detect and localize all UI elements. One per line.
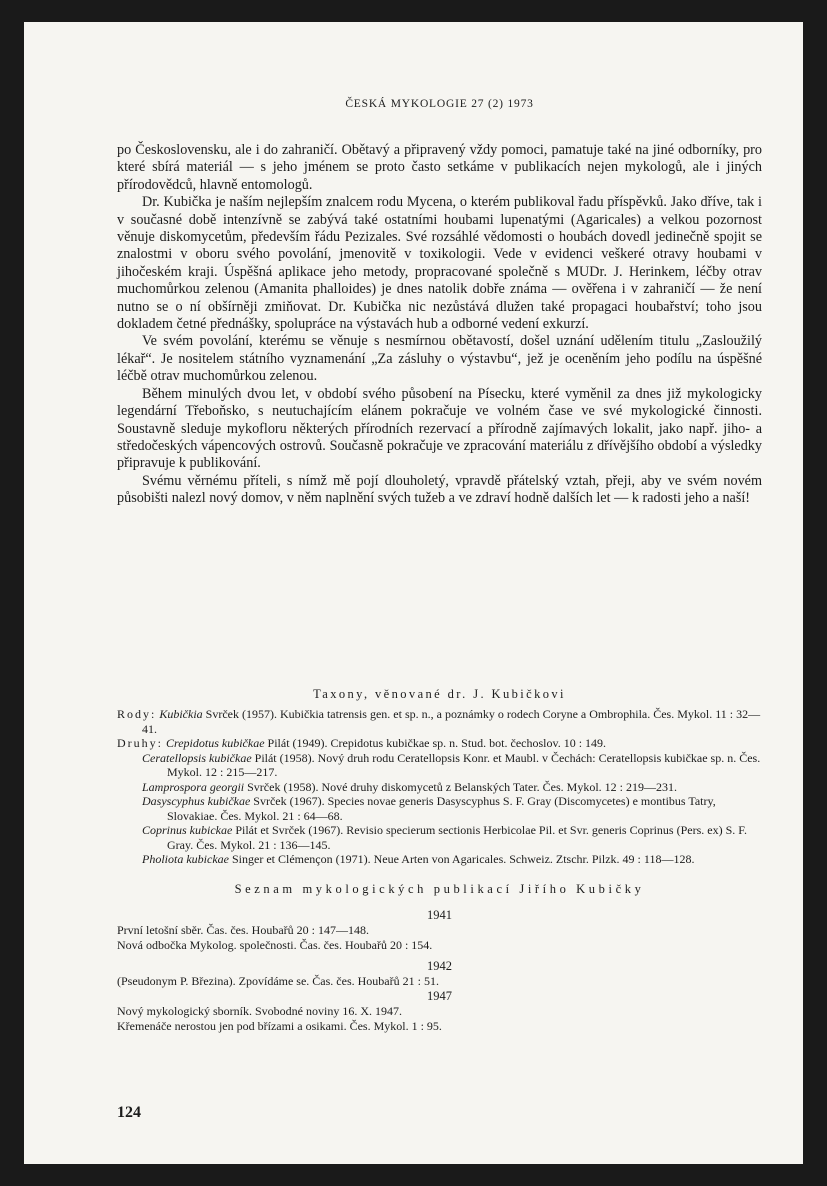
species-citation: Pilát et Svrček (1967). Revisio specierum sectionis Herbicolae Pil. et Svr. generis Coprinus (Pers. ex) S. F. Gray. Čes. Mykol. 21 : 136—145. bbox=[167, 823, 747, 852]
taxa-species-entry bbox=[117, 780, 762, 795]
paragraph-3: Ve svém povolání, kterému se věnuje s nesmírnou obětavostí, došel uznání udělením titulu „Zasloužilý lékař“. Je nositelem státního vyznamenání „Za zásluhy o výstavbu“, jež je oceněním jeho podílu na úspěšné léčbě otrav muchomůrkou zelenou. bbox=[117, 333, 762, 385]
taxa-species-entry bbox=[117, 852, 762, 867]
paragraph-2: Dr. Kubička je naším nejlepším znalcem rodu Mycena, o kterém publikoval řadu příspěvků. Jako dříve, tak i v současné době intenzívně se zabývá také ostatními houbami lupenatými (Agaricales) a velkou pozornost věnuje diskomycetům, především řádu Pezizales. Své rozsáhlé vědomosti o houbách dovedl jedinečně spojit se znalostmi v oboru svého povolání, jmenovitě v toxikologii. Vede v evidenci veškeré otravy houbami v jihočeském kraji. Úspěšná aplikace jeho metody, propracované společně s MUDr. J. Herinkem, léčby otrav muchomůrkou zelenou (Amanita phalloides) je dnes natolik dobře známa — ověřena i v zahraničí — že není nutno se o ní obšírněji zmiňovat. Dr. Kubička nic nezůstává dlužen také propagaci houbařství; toho jsou dokladem četné přednášky, spolupráce na výstavách hub a odborné vedení exkurzí. bbox=[117, 194, 762, 333]
taxa-species-entry bbox=[117, 736, 762, 751]
genus-name: Kubičkia bbox=[159, 707, 203, 721]
taxa-section-title: Taxony, věnované dr. J. Kubičkovi bbox=[313, 687, 566, 701]
species-name: Coprinus kubickae bbox=[142, 823, 233, 837]
species-citation: Singer et Clémençon (1971). Neue Arten von Agaricales. Schweiz. Ztschr. Pilzk. 49 : 118—128. bbox=[231, 852, 695, 866]
taxa-genera-entry bbox=[117, 707, 762, 736]
genera-label: Rody: bbox=[117, 707, 157, 721]
paragraph-5: Svému věrnému příteli, s nímž mě pojí dlouholetý, vpravdě přátelský vztah, přeji, aby ve svém novém působišti nalezl nový domov, v něm naplnění svých tužeb a ve zdraví hodně dalších let — k radosti jeho a naší! bbox=[117, 472, 762, 507]
genus-citation: Svrček (1957). Kubičkia tatrensis gen. et sp. n., a poznámky o rodech Coryne a Ombrophila. Čes. Mykol. 11 : 32—41. bbox=[142, 707, 761, 736]
year-heading: 1942 bbox=[427, 959, 452, 973]
taxa-species-entry bbox=[117, 823, 762, 852]
species-citation: Svrček (1967). Species novae generis Dasyscyphus S. F. Gray (Discomycetes) e montibus Tatry, Slovakiae. Čes. Mykol. 21 : 64—68. bbox=[167, 794, 716, 823]
year-heading: 1947 bbox=[427, 989, 452, 1003]
publications-list bbox=[117, 908, 762, 1034]
species-label: Druhy: bbox=[117, 736, 163, 750]
taxa-species-entry bbox=[117, 794, 762, 823]
species-citation: Pilát (1949). Crepidotus kubičkae sp. n. Stud. bot. čechoslov. 10 : 149. bbox=[267, 736, 607, 750]
publication-entry: Nová odbočka Mykolog. společnosti. Čas. čes. Houbařů 20 : 154. bbox=[117, 938, 433, 952]
running-header: ČESKÁ MYKOLOGIE 27 (2) 1973 bbox=[345, 98, 534, 110]
species-name: Lamprospora georgii bbox=[142, 779, 245, 794]
publications-section-title: Seznam mykologických publikací Jiřího Kubičky bbox=[234, 882, 645, 896]
publication-entry: Nový mykologický sborník. Svobodné noviny 16. X. 1947. bbox=[117, 1004, 402, 1018]
journal-page bbox=[24, 22, 803, 1164]
taxa-list bbox=[117, 707, 762, 867]
species-citation: Pilát (1958). Nový druh rodu Ceratellopsis Konr. et Maubl. v Čechách: Ceratellopsis kubičkae sp. n. Čes. Mykol. 12 : 215—217. bbox=[167, 750, 761, 779]
paragraph-1: po Československu, ale i do zahraničí. Obětavý a připravený vždy pomoci, pamatuje také na jiné odborníky, pro které sbírá materiál — s jeho jménem se proto často setkáme v publikacích nejen mykologů, ale i jiných přírodovědců, hlavně entomologů. bbox=[117, 142, 762, 193]
species-name: Dasyscyphus kubičkae bbox=[142, 794, 251, 808]
publication-entry: Křemenáče nerostou jen pod břízami a osikami. Čes. Mykol. 1 : 95. bbox=[117, 1019, 442, 1033]
species-name: Crepidotus kubičkae bbox=[166, 736, 265, 750]
body-text bbox=[117, 142, 762, 508]
taxa-species-entry bbox=[117, 751, 762, 780]
species-citation: Svrček (1958). Nové druhy diskomycetů z Belanských Tater. Čes. Mykol. 12 : 219—231. bbox=[247, 779, 677, 794]
year-heading: 1941 bbox=[427, 908, 452, 922]
publication-entry: První letošní sběr. Čas. čes. Houbařů 20 : 147—148. bbox=[117, 923, 369, 937]
page-number: 124 bbox=[117, 1104, 141, 1121]
species-name: Ceratellopsis kubičkae bbox=[142, 750, 252, 765]
species-name: Pholiota kubickae bbox=[142, 852, 229, 866]
publication-entry: (Pseudonym P. Březina). Zpovídáme se. Čas. čes. Houbařů 21 : 51. bbox=[117, 974, 439, 988]
paragraph-4: Během minulých dvou let, v období svého působení na Písecku, které vyměnil za dnes již mykologicky legendární Třeboňsko, s neutuchajícím elánem pokračuje ve volném čase ve své mykologické činnosti. Soustavně sleduje mykofloru některých přírodních rezervací a přírodně zajímavých lokalit, jako např. jiho- a středočeských vápencových ostrovů. Současně pokračuje ve zpracování materiálu z dřívějšího období a výsledky připravuje k publikování. bbox=[117, 385, 762, 472]
